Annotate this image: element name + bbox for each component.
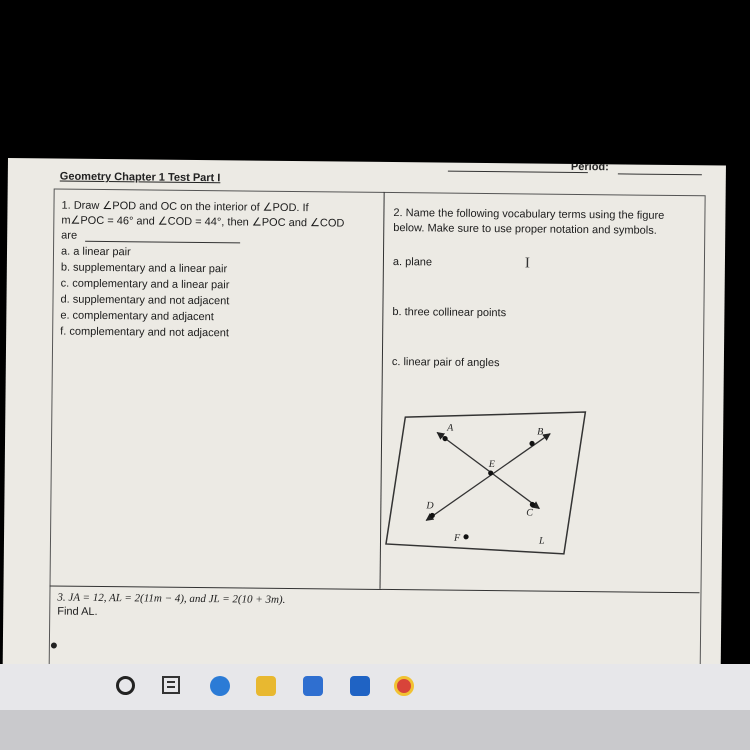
label-e: E [488,459,495,471]
label-a: A [447,422,454,434]
line-ac [436,433,540,509]
label-f: F [453,532,461,544]
edge-icon[interactable] [210,676,230,696]
plane-parallelogram [386,410,585,554]
label-b: B [537,426,544,438]
mail-icon[interactable] [350,676,370,696]
q2-a-label: a. plane [392,256,433,269]
q3-line2: Find AL. [57,605,98,618]
chrome-icon[interactable] [394,676,414,696]
file-explorer-icon[interactable] [256,676,276,696]
q2-b-label: b. three collinear points [392,306,507,320]
q1-option-e[interactable]: e. complementary and adjacent [60,309,214,324]
plane-figure [374,402,596,564]
date-underline [448,171,588,173]
q1-option-f[interactable]: f. complementary and not adjacent [60,325,230,340]
task-view-icon[interactable] [162,676,180,694]
text-cursor-icon: I [524,255,531,272]
q1-line1: 1. Draw ∠POD and OC on the interior of ∠POD. If [61,199,309,215]
start-circle-icon[interactable] [116,676,135,695]
test-title: Geometry Chapter 1 Test Part I [59,170,221,185]
document-screen [3,158,726,680]
q2-line1: 2. Name the following vocabulary terms using the figure [393,207,665,222]
q2-c-label: c. linear pair of angles [391,356,500,370]
q3-line1: 3. JA = 12, AL = 2(11m − 4), and JL = 2(10 + 3m). [57,591,286,606]
label-c: C [526,507,534,519]
label-d: D [426,500,434,512]
bullet-mark [51,642,57,648]
point-f [463,534,468,539]
q1-option-d[interactable]: d. supplementary and not adjacent [60,293,230,308]
label-l: L [538,535,545,547]
period-label: Period: [570,160,609,174]
laptop-bezel [0,710,750,750]
store-icon[interactable] [303,676,323,696]
taskbar [0,664,750,710]
q1-option-c[interactable]: c. complementary and a linear pair [60,277,230,292]
q1-line3: are [61,229,78,242]
q2-line2: below. Make sure to use proper notation and symbols. [393,222,657,237]
q1-option-b[interactable]: b. supplementary and a linear pair [60,261,228,276]
period-underline [618,173,702,175]
q1-line2: m∠POC = 46° and ∠COD = 44°, then ∠POC and ∠COD [61,214,345,230]
q1-option-a[interactable]: a. a linear pair [60,245,131,259]
